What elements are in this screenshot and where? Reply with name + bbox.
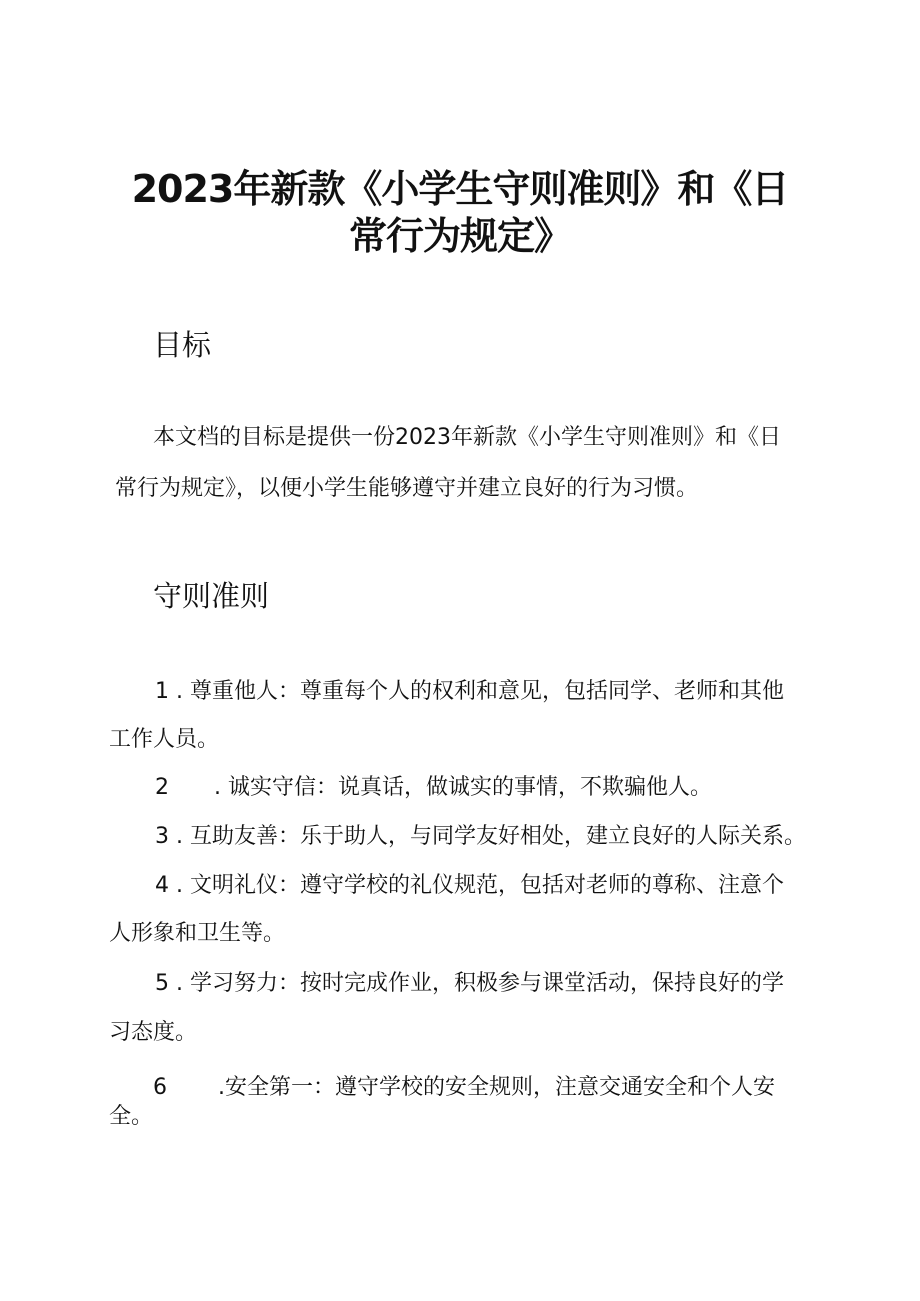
section-heading-goal: 目标 (153, 328, 212, 362)
rule-text: . 文明礼仪：遵守学校的礼仪规范，包括对老师的尊称、注意个 (176, 873, 784, 898)
rule-number: 4 (155, 873, 169, 898)
goal-paragraph-line-2: 常行为规定》，以便小学生能够遵守并建立良好的行为习惯。 (115, 476, 699, 501)
rule-item-6 (153, 1073, 775, 1103)
goal-paragraph-line-1: 本文档的目标是提供一份2023年新款《小学生守则准则》和《日 (153, 425, 781, 450)
rule-number: 6 (153, 1075, 167, 1100)
rule-item-1 (155, 677, 784, 707)
rule-text: . 诚实守信：说真话，做诚实的事情，不欺骗他人。 (214, 775, 712, 800)
rule-number: 2 (155, 775, 169, 800)
section-heading-rules: 守则准则 (153, 579, 270, 613)
rule-text: .安全第一：遵守学校的安全规则，注意交通安全和个人安 (218, 1075, 775, 1100)
rule-item-3 (155, 822, 806, 852)
rule-number: 5 (155, 971, 169, 996)
rule-item-2 (155, 773, 712, 803)
rule-item-4-continuation: 人形象和卫生等。 (109, 921, 286, 946)
document-title-line-2: 常行为规定》 (348, 214, 571, 258)
rule-number: 3 (155, 824, 169, 849)
rule-item-5-continuation: 习态度。 (109, 1020, 198, 1045)
rule-item-5 (155, 969, 784, 999)
rule-item-4 (155, 871, 784, 901)
rule-text: . 学习努力：按时完成作业，积极参与课堂活动，保持良好的学 (176, 971, 784, 996)
rule-text: . 尊重他人：尊重每个人的权利和意见，包括同学、老师和其他 (176, 679, 784, 704)
document-title-line-1: 2023年新款《小学生守则准则》和《日 (131, 167, 789, 211)
rule-number: 1 (155, 679, 169, 704)
rule-item-1-continuation: 工作人员。 (109, 727, 220, 752)
rule-text: . 互助友善：乐于助人，与同学友好相处，建立良好的人际关系。 (176, 824, 806, 849)
rule-item-6-continuation: 全。 (109, 1104, 154, 1129)
